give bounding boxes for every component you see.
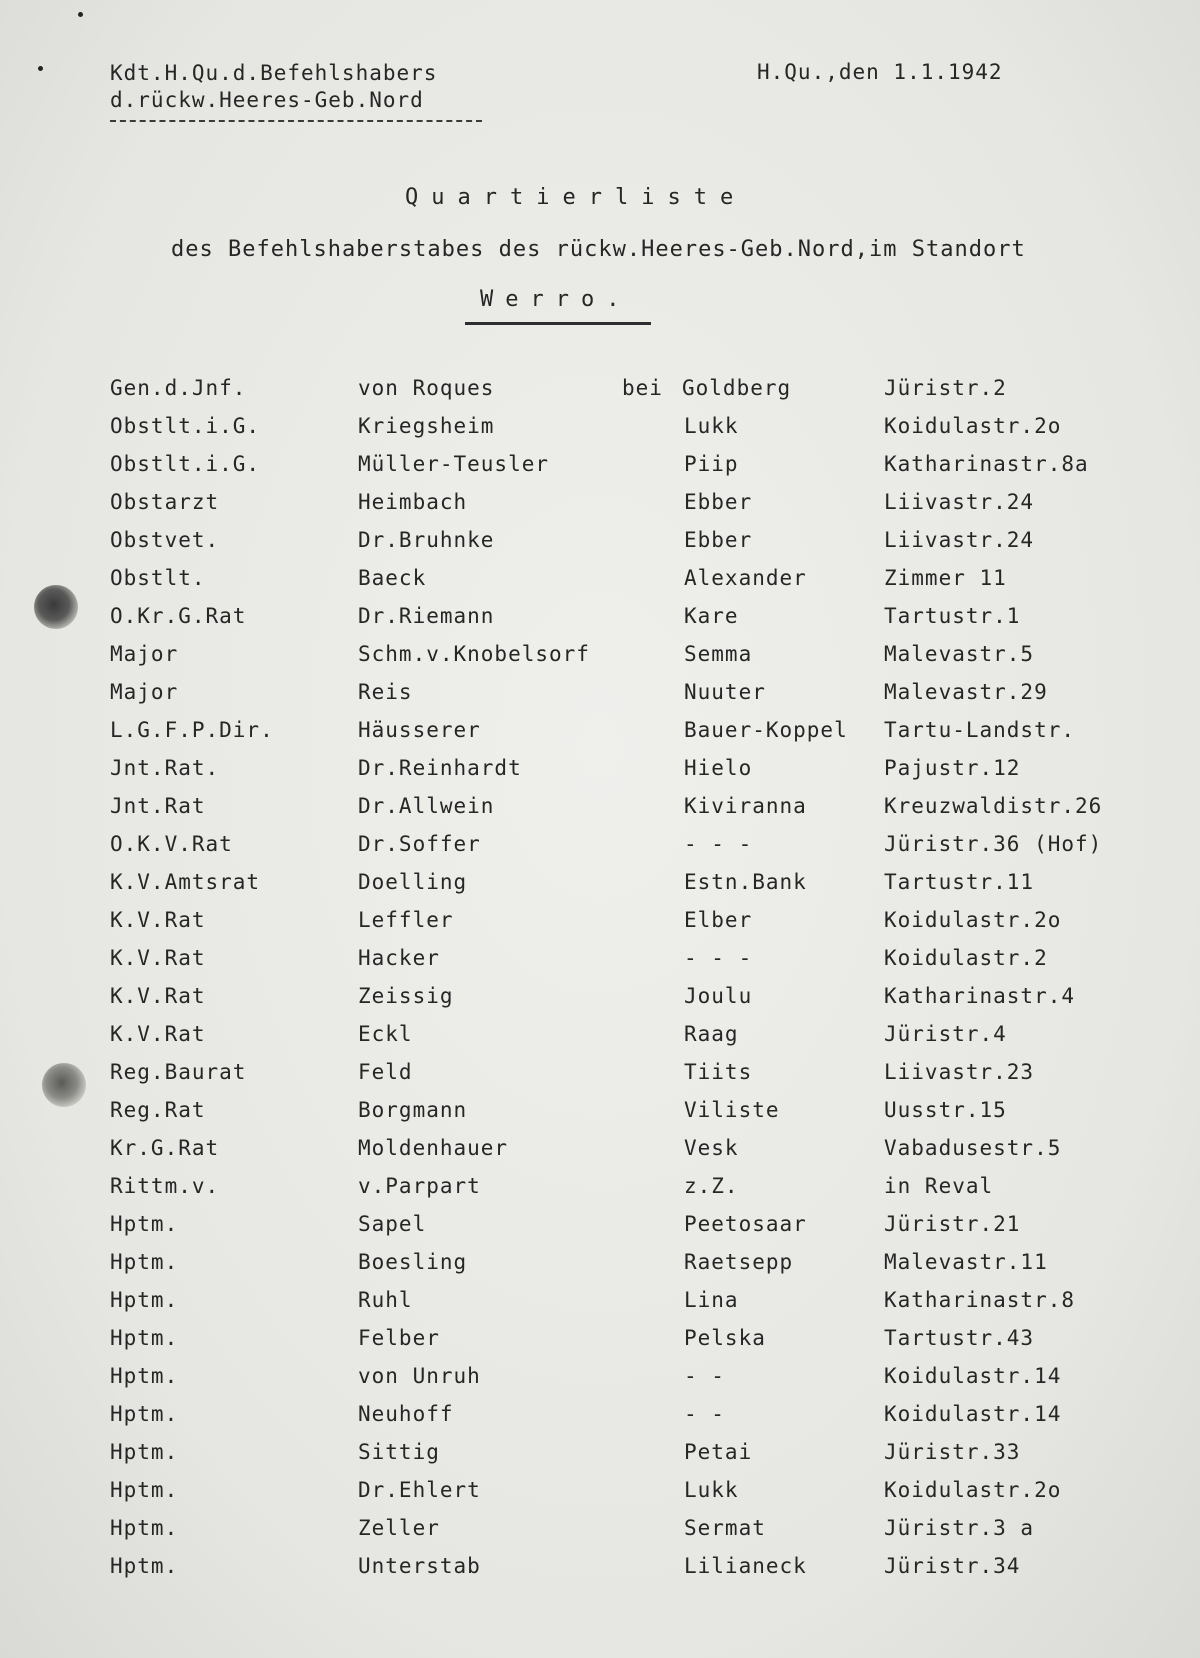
- roster-row: [110, 1250, 1150, 1288]
- officer-name: Hacker: [358, 946, 440, 970]
- punch-hole: [34, 585, 78, 629]
- quarters-address: Uusstr.15: [884, 1098, 1007, 1122]
- roster-row: [110, 870, 1150, 908]
- quarters-address: Jüristr.36 (Hof): [884, 832, 1103, 856]
- host-name: Ebber: [684, 528, 753, 552]
- ink-speck: [78, 12, 83, 17]
- quarters-address: Koidulastr.2o: [884, 414, 1062, 438]
- quarters-roster: [110, 376, 1150, 1592]
- roster-row: [110, 490, 1150, 528]
- roster-row: [110, 1174, 1150, 1212]
- host-name: - -: [684, 1402, 725, 1426]
- roster-row: [110, 566, 1150, 604]
- roster-row: [110, 756, 1150, 794]
- officer-name: Zeller: [358, 1516, 440, 1540]
- officer-rank: K.V.Rat: [110, 908, 206, 932]
- officer-name: Eckl: [358, 1022, 413, 1046]
- officer-rank: Major: [110, 642, 179, 666]
- officer-name: Unterstab: [358, 1554, 481, 1578]
- quarters-address: Vabadusestr.5: [884, 1136, 1062, 1160]
- officer-rank: K.V.Rat: [110, 946, 206, 970]
- roster-row: [110, 1022, 1150, 1060]
- host-name: Lina: [684, 1288, 739, 1312]
- officer-name: Schm.v.Knobelsorf: [358, 642, 590, 666]
- host-name: Tiits: [684, 1060, 753, 1084]
- host-name: - -: [684, 1364, 725, 1388]
- roster-row: [110, 1060, 1150, 1098]
- officer-name: Sittig: [358, 1440, 440, 1464]
- host-name: Hielo: [684, 756, 753, 780]
- officer-rank: Obstlt.: [110, 566, 206, 590]
- officer-rank: Jnt.Rat.: [110, 756, 220, 780]
- quarters-address: Tartustr.43: [884, 1326, 1035, 1350]
- officer-rank: Hptm.: [110, 1516, 179, 1540]
- document-title: Quartierliste: [405, 185, 747, 210]
- officer-rank: Obstlt.i.G.: [110, 414, 261, 438]
- roster-row: [110, 718, 1150, 756]
- quarters-address: in Reval: [884, 1174, 994, 1198]
- officer-name: Boesling: [358, 1250, 468, 1274]
- officer-rank: Hptm.: [110, 1478, 179, 1502]
- officer-name: Sapel: [358, 1212, 427, 1236]
- officer-name: Zeissig: [358, 984, 454, 1008]
- officer-rank: Hptm.: [110, 1402, 179, 1426]
- officer-rank: Hptm.: [110, 1364, 179, 1388]
- host-name: Ebber: [684, 490, 753, 514]
- officer-name: Doelling: [358, 870, 468, 894]
- host-name: Bauer-Koppel: [684, 718, 848, 742]
- host-name: Piip: [684, 452, 739, 476]
- host-name: Vesk: [684, 1136, 739, 1160]
- roster-row: [110, 1402, 1150, 1440]
- host-name: Viliste: [684, 1098, 780, 1122]
- quarters-address: Koidulastr.14: [884, 1402, 1062, 1426]
- document-subtitle: des Befehlshaberstabes des rückw.Heeres-Geb.Nord,im Standort: [171, 237, 1026, 262]
- roster-row: [110, 1516, 1150, 1554]
- officer-rank: Reg.Baurat: [110, 1060, 247, 1084]
- host-name: z.Z.: [684, 1174, 739, 1198]
- host-name: Lukk: [684, 414, 739, 438]
- roster-row: [110, 414, 1150, 452]
- host-name: Pelska: [684, 1326, 766, 1350]
- quarters-address: Jüristr.34: [884, 1554, 1021, 1578]
- quarters-address: Jüristr.4: [884, 1022, 1007, 1046]
- roster-row: [110, 680, 1150, 718]
- host-name: Sermat: [684, 1516, 766, 1540]
- officer-name: Häusserer: [358, 718, 481, 742]
- officer-rank: Hptm.: [110, 1440, 179, 1464]
- officer-name: Dr.Bruhnke: [358, 528, 495, 552]
- officer-name: Müller-Teusler: [358, 452, 550, 476]
- roster-row: [110, 528, 1150, 566]
- officer-name: Leffler: [358, 908, 454, 932]
- officer-name: Dr.Riemann: [358, 604, 495, 628]
- officer-rank: Obstvet.: [110, 528, 220, 552]
- officer-name: Kriegsheim: [358, 414, 495, 438]
- host-name: Raag: [684, 1022, 739, 1046]
- roster-row: [110, 642, 1150, 680]
- officer-rank: L.G.F.P.Dir.: [110, 718, 274, 742]
- officer-name: von Roques: [358, 376, 495, 400]
- officer-rank: K.V.Rat: [110, 1022, 206, 1046]
- officer-rank: Hptm.: [110, 1212, 179, 1236]
- officer-name: Moldenhauer: [358, 1136, 509, 1160]
- quarters-address: Malevastr.5: [884, 642, 1035, 666]
- officer-name: v.Parpart: [358, 1174, 481, 1198]
- officer-rank: Kr.G.Rat: [110, 1136, 220, 1160]
- host-name: - - -: [684, 946, 753, 970]
- officer-name: Reis: [358, 680, 413, 704]
- quarters-address: Jüristr.2: [884, 376, 1007, 400]
- host-name: Elber: [684, 908, 753, 932]
- officer-name: Ruhl: [358, 1288, 413, 1312]
- roster-row: [110, 832, 1150, 870]
- quarters-address: Pajustr.12: [884, 756, 1021, 780]
- host-name: Kare: [684, 604, 739, 628]
- host-prefix: bei: [622, 376, 663, 400]
- officer-name: Dr.Ehlert: [358, 1478, 481, 1502]
- quarters-address: Liivastr.24: [884, 490, 1035, 514]
- roster-row: [110, 1364, 1150, 1402]
- roster-row: [110, 946, 1150, 984]
- quarters-address: Liivastr.24: [884, 528, 1035, 552]
- roster-row: [110, 984, 1150, 1022]
- roster-row: [110, 794, 1150, 832]
- quarters-address: Jüristr.3 a: [884, 1516, 1035, 1540]
- officer-rank: Reg.Rat: [110, 1098, 206, 1122]
- quarters-address: Kreuzwaldistr.26: [884, 794, 1103, 818]
- roster-row: [110, 908, 1150, 946]
- quarters-address: Malevastr.11: [884, 1250, 1048, 1274]
- officer-rank: Major: [110, 680, 179, 704]
- officer-rank: O.Kr.G.Rat: [110, 604, 247, 628]
- host-name: Kiviranna: [684, 794, 807, 818]
- host-name: Goldberg: [682, 376, 792, 400]
- roster-row: [110, 1288, 1150, 1326]
- officer-rank: Gen.d.Jnf.: [110, 376, 247, 400]
- quarters-address: Jüristr.21: [884, 1212, 1021, 1236]
- punch-hole: [42, 1063, 86, 1107]
- officer-rank: O.K.V.Rat: [110, 832, 233, 856]
- officer-name: Dr.Soffer: [358, 832, 481, 856]
- issuing-office: [110, 60, 490, 122]
- quarters-address: Koidulastr.2o: [884, 908, 1062, 932]
- host-name: Raetsepp: [684, 1250, 794, 1274]
- quarters-address: Katharinastr.4: [884, 984, 1076, 1008]
- officer-rank: K.V.Amtsrat: [110, 870, 261, 894]
- officer-rank: Hptm.: [110, 1288, 179, 1312]
- officer-name: von Unruh: [358, 1364, 481, 1388]
- quarters-address: Katharinastr.8a: [884, 452, 1089, 476]
- host-name: Semma: [684, 642, 753, 666]
- quarters-address: Jüristr.33: [884, 1440, 1021, 1464]
- officer-rank: Hptm.: [110, 1250, 179, 1274]
- officer-name: Feld: [358, 1060, 413, 1084]
- quarters-address: Malevastr.29: [884, 680, 1048, 704]
- quarters-address: Koidulastr.2o: [884, 1478, 1062, 1502]
- host-name: Alexander: [684, 566, 807, 590]
- quarters-address: Tartustr.11: [884, 870, 1035, 894]
- roster-row: [110, 1212, 1150, 1250]
- host-name: Lukk: [684, 1478, 739, 1502]
- quarters-address: Tartu-Landstr.: [884, 718, 1076, 742]
- officer-name: Neuhoff: [358, 1402, 454, 1426]
- officer-rank: Obstlt.i.G.: [110, 452, 261, 476]
- officer-rank: Hptm.: [110, 1326, 179, 1350]
- host-name: Lilianeck: [684, 1554, 807, 1578]
- officer-name: Dr.Allwein: [358, 794, 495, 818]
- officer-rank: K.V.Rat: [110, 984, 206, 1008]
- officer-name: Baeck: [358, 566, 427, 590]
- officer-rank: Rittm.v.: [110, 1174, 220, 1198]
- roster-row: [110, 376, 1150, 414]
- host-name: Nuuter: [684, 680, 766, 704]
- officer-name: Borgmann: [358, 1098, 468, 1122]
- host-name: - - -: [684, 832, 753, 856]
- host-name: Peetosaar: [684, 1212, 807, 1236]
- host-name: Petai: [684, 1440, 753, 1464]
- officer-rank: Obstarzt: [110, 490, 220, 514]
- officer-rank: Hptm.: [110, 1554, 179, 1578]
- issuing-office-line-2: d.rückw.Heeres-Geb.Nord: [110, 88, 424, 112]
- quarters-address: Koidulastr.14: [884, 1364, 1062, 1388]
- quarters-address: Liivastr.23: [884, 1060, 1035, 1084]
- document-date: H.Qu.,den 1.1.1942: [757, 60, 1003, 84]
- officer-name: Dr.Reinhardt: [358, 756, 522, 780]
- roster-row: [110, 1554, 1150, 1592]
- roster-row: [110, 1326, 1150, 1364]
- host-name: Estn.Bank: [684, 870, 807, 894]
- roster-row: [110, 1098, 1150, 1136]
- roster-row: [110, 452, 1150, 490]
- officer-name: Heimbach: [358, 490, 468, 514]
- roster-row: [110, 1440, 1150, 1478]
- quarters-address: Zimmer 11: [884, 566, 1007, 590]
- roster-row: [110, 604, 1150, 642]
- issuing-office-line-1: Kdt.H.Qu.d.Befehlshabers: [110, 61, 438, 85]
- header-divider: [110, 120, 482, 122]
- officer-name: Felber: [358, 1326, 440, 1350]
- quarters-address: Katharinastr.8: [884, 1288, 1076, 1312]
- quarters-address: Tartustr.1: [884, 604, 1021, 628]
- roster-row: [110, 1136, 1150, 1174]
- roster-row: [110, 1478, 1150, 1516]
- location-underline: [465, 322, 651, 325]
- garrison-location: Werro.: [480, 287, 632, 312]
- host-name: Joulu: [684, 984, 753, 1008]
- officer-rank: Jnt.Rat: [110, 794, 206, 818]
- quarters-address: Koidulastr.2: [884, 946, 1048, 970]
- ink-speck: [38, 66, 43, 71]
